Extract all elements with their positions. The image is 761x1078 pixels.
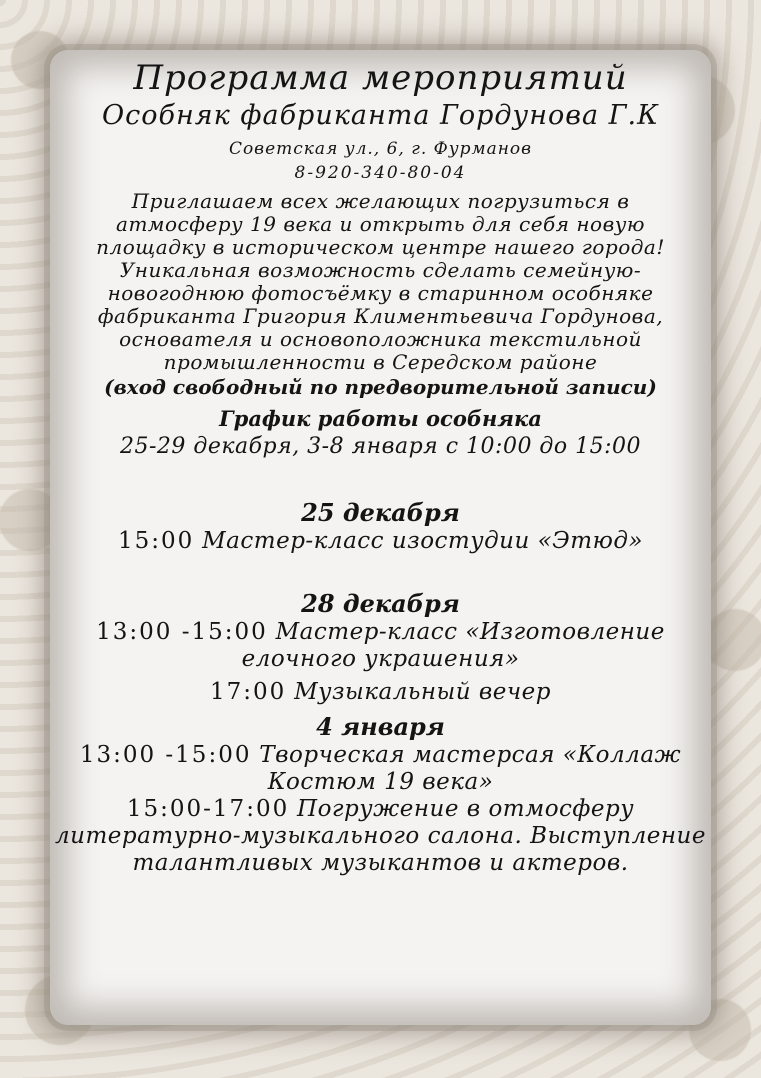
event-time: 13:00 -15:00: [79, 742, 252, 768]
address: Советская ул., 6, г. Фурманов: [228, 139, 533, 159]
day-date: 4 января: [316, 712, 445, 741]
page-title: Программа мероприятий: [133, 58, 628, 98]
event-item: [55, 619, 706, 673]
event-text: Мастер-класс «Изготовление елочного украшения»: [241, 619, 665, 672]
schedule-text: 25-29 декабря, 3-8 января с 10:00 до 15:00: [119, 434, 642, 459]
event-text: Мастер-класс изостудии «Этюд»: [202, 528, 643, 554]
event-text: Творческая мастерсая «Коллаж Костюм 19 века»: [259, 742, 682, 795]
entry-note: (вход свободный по предворительной записи): [104, 375, 657, 399]
event-item: [55, 742, 706, 796]
event-item: [55, 796, 706, 877]
venue-name: Особняк фабриканта Гордунова Г.К: [101, 100, 659, 131]
day-date: 28 декабря: [301, 589, 460, 618]
event-text: Погружение в отмосферу литературно-музыкального салона. Выступление талантливых музыкантов и актеров.: [55, 796, 706, 876]
event-item: [55, 528, 706, 555]
event-time: 15:00-17:00: [126, 796, 290, 822]
event-time: 15:00: [118, 528, 195, 554]
day-date: 25 декабря: [301, 498, 460, 527]
event-time: 13:00 -15:00: [96, 619, 268, 645]
intro-text: Приглашаем всех желающих погрузиться в атмосферу 19 века и открыть для себя новую площадку в историческом центре нашего города! Уникальная возможность сделать семейную-новогоднюю фотосъёмку в старинном особняке фабриканта Григория Климентьевича Гордунова, основателя и основоположника текстильной промышленности в Середском районе: [96, 189, 665, 374]
event-text: Музыкальный вечер: [294, 679, 552, 705]
phone-number: 8-920-340-80-04: [294, 163, 467, 183]
event-item: [55, 679, 706, 706]
event-time: 17:00: [209, 679, 287, 705]
schedule-heading: График работы особняка: [219, 406, 542, 431]
program-content: [55, 58, 706, 877]
